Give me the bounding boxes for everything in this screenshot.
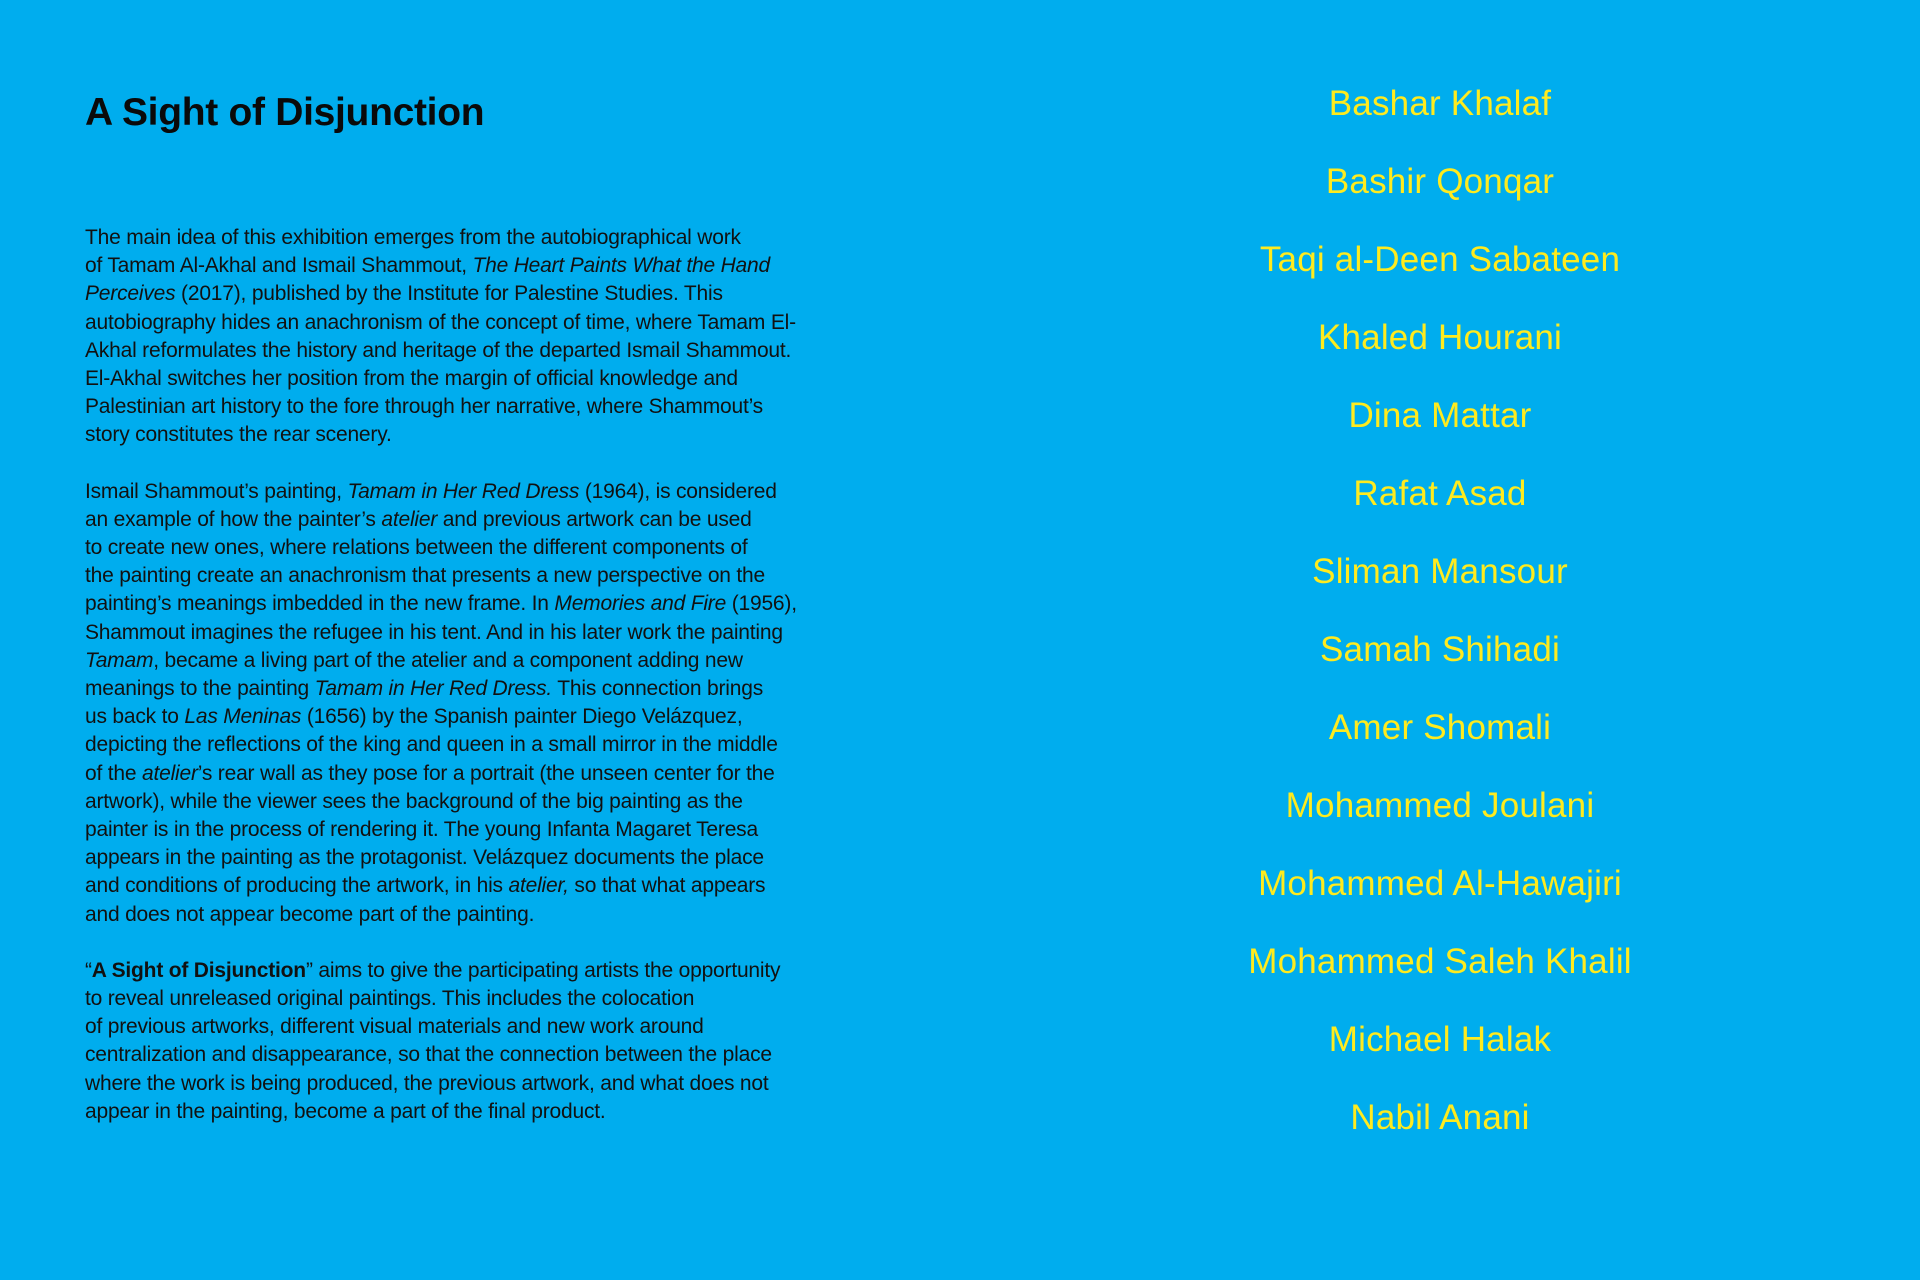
bold-text: A Sight of Disjunction xyxy=(91,958,306,982)
italic-text: atelier, xyxy=(508,874,569,898)
text-segment: (1656) by the Spanish painter Diego Velázquez, depicting the reflections of the king and queen in a small mirror in the middle of the xyxy=(85,705,778,785)
italic-text: Tamam in Her Red Dress xyxy=(347,479,580,503)
text-segment: and previous artwork can be used to create new ones, where relations between the different components of the painting create an anachronism that presents a new perspective on the painting’s meanings imbedded in the new frame. In xyxy=(85,507,765,616)
italic-text: atelier xyxy=(141,761,198,785)
artist-name: Mohammed Saleh Khalil xyxy=(1248,942,1632,981)
essay-body xyxy=(85,224,885,1126)
text-segment: (2017), published by the Institute for Palestine Studies. This autobiography hides an anachronism of the concept of time, where Tamam El- Akhal reformulates the history and heritage of the departed Ismail Shammout. El-Akhal switches her position from the margin of official knowledge and Palestinian art history to the fore through her narrative, where Shammout’s story constitutes the rear scenery. xyxy=(85,282,796,447)
italic-text: Memories and Fire xyxy=(554,592,727,616)
text-segment: The main idea of this exhibition emerges from the autobiographical work of Tamam Al-Akhal and Ismail Shammout, xyxy=(85,226,741,278)
text-segment: so that what appears and does not appear become part of the painting. xyxy=(85,874,766,926)
text-segment: (1956), Shammout imagines the refugee in his tent. And in his later work the painting xyxy=(85,592,797,644)
text-segment: Ismail Shammout’s painting, xyxy=(85,479,348,503)
artist-name: Sliman Mansour xyxy=(1312,552,1568,591)
artist-name: Nabil Anani xyxy=(1350,1098,1530,1137)
italic-text: Tamam xyxy=(85,648,154,672)
text-segment: This connection brings us back to xyxy=(85,677,764,729)
italic-text: The Heart Paints What the Hand Perceives xyxy=(85,254,770,306)
artist-name: Amer Shomali xyxy=(1328,708,1552,747)
artist-name: Taqi al-Deen Sabateen xyxy=(1259,240,1621,279)
text-segment: “ xyxy=(85,958,92,982)
artist-name: Bashir Qonqar xyxy=(1325,162,1555,201)
essay-paragraph xyxy=(85,224,885,450)
text-segment: , became a living part of the atelier and a component adding new meanings to the painting xyxy=(85,648,743,701)
essay-paragraph xyxy=(85,478,885,929)
italic-text: Tamam in Her Red Dress. xyxy=(314,677,553,701)
artist-name: Dina Mattar xyxy=(1348,396,1532,435)
essay-column xyxy=(85,90,885,1154)
page-title: A Sight of Disjunction xyxy=(85,91,485,134)
artist-name: Michael Halak xyxy=(1328,1020,1552,1059)
text-segment: ” aims to give the participating artists the opportunity to reveal unreleased original paintings. This includes the colocation of previous artworks, different visual materials and new work around centralization and disappearance, so that the connection between the place where the work is being produced, the previous artwork, and what does not appear in the painting, become a part of the final product. xyxy=(85,958,781,1123)
italic-text: atelier xyxy=(381,507,438,531)
artist-name: Mohammed Al-Hawajiri xyxy=(1258,864,1622,903)
text-segment: ’s rear wall as they pose for a portrait (the unseen center for the artwork), while the viewer sees the background of the big painting as the painter is in the process of rendering it. The young Infanta Magaret Teresa appears in the painting as the protagonist. Velázquez documents the place and conditions of producing the artwork, in his xyxy=(85,761,775,898)
artist-name: Khaled Hourani xyxy=(1317,318,1563,357)
artist-name: Bashar Khalaf xyxy=(1328,84,1552,123)
artist-name: Rafat Asad xyxy=(1353,474,1527,513)
text-segment: (1964), is considered an example of how the painter’s xyxy=(85,479,777,531)
artist-name: Samah Shihadi xyxy=(1320,630,1560,669)
artist-name: Mohammed Joulani xyxy=(1285,786,1595,825)
artist-list xyxy=(1200,82,1680,1174)
italic-text: Las Meninas xyxy=(184,705,302,729)
essay-paragraph xyxy=(85,957,885,1126)
